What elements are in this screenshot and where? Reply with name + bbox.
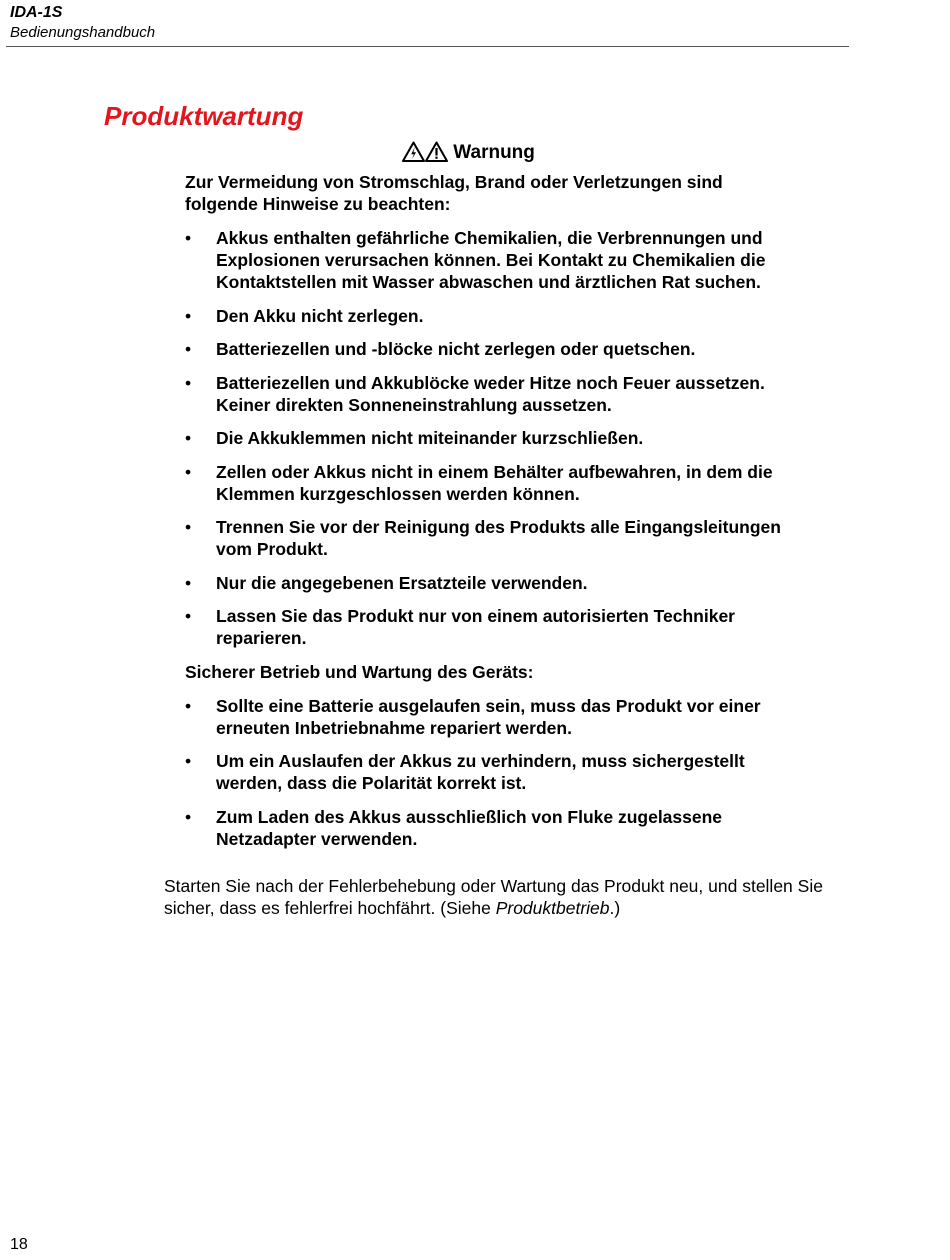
list-item: • Batteriezellen und Akkublöcke weder Hitze noch Feuer aussetzen. Keiner direkten Sonneneinstrahlung aussetzen. <box>185 372 785 416</box>
warning-list <box>185 227 785 649</box>
list-item: • Die Akkuklemmen nicht miteinander kurzschließen. <box>185 427 785 449</box>
list-item: • Zum Laden des Akkus ausschließlich von Fluke zugelassene Netzadapter verwenden. <box>185 806 785 850</box>
warning-heading <box>402 141 535 165</box>
header-subtitle: Bedienungshandbuch <box>10 24 156 41</box>
running-header <box>10 3 155 43</box>
hazardous-voltage-icon <box>402 141 425 162</box>
warning-subheading: Sicherer Betrieb und Wartung des Geräts: <box>185 661 534 682</box>
warning-intro: Zur Vermeidung von Stromschlag, Brand oder Verletzungen sind folgende Hinweise zu beachten: <box>185 172 723 214</box>
list-item: • Um ein Auslaufen der Akkus zu verhindern, muss sichergestellt werden, dass die Polarität korrekt ist. <box>185 750 785 794</box>
list-item: • Batteriezellen und -blöcke nicht zerlegen oder quetschen. <box>185 338 785 360</box>
header-model: IDA-1S <box>10 4 63 21</box>
closing-suffix: .) <box>609 898 621 918</box>
section-title: Produktwartung <box>104 101 304 131</box>
header-divider <box>6 46 849 47</box>
list-item: • Nur die angegebenen Ersatzteile verwenden. <box>185 572 785 594</box>
list-item: • Akkus enthalten gefährliche Chemikalien, die Verbrennungen und Explosionen verursachen können. Bei Kontakt zu Chemikalien die Kontaktstellen mit Wasser abwaschen und ärztlichen Rat suchen. <box>185 227 785 293</box>
list-item: • Trennen Sie vor der Reinigung des Produkts alle Eingangsleitungen vom Produkt. <box>185 516 785 560</box>
safe-operation-list <box>185 695 785 850</box>
list-item: • Den Akku nicht zerlegen. <box>185 305 785 327</box>
closing-text: Starten Sie nach der Fehlerbehebung oder Wartung das Produkt neu, und stellen Sie sicher, dass es fehlerfrei hochfährt. (Siehe <box>164 876 823 918</box>
list-item: • Sollte eine Batterie ausgelaufen sein, muss das Produkt vor einer erneuten Inbetriebnahme repariert werden. <box>185 695 785 739</box>
warning-heading-label: Warnung <box>453 142 535 163</box>
warning-body <box>185 171 785 861</box>
list-item: • Lassen Sie das Produkt nur von einem autorisierten Techniker reparieren. <box>185 605 785 649</box>
list-item: • Zellen oder Akkus nicht in einem Behälter aufbewahren, in dem die Klemmen kurzgeschlossen werden können. <box>185 461 785 505</box>
caution-icon <box>425 141 448 162</box>
page-number: 18 <box>10 1236 28 1253</box>
product-operation-reference: Produktbetrieb <box>495 898 610 918</box>
closing-paragraph <box>164 875 864 919</box>
